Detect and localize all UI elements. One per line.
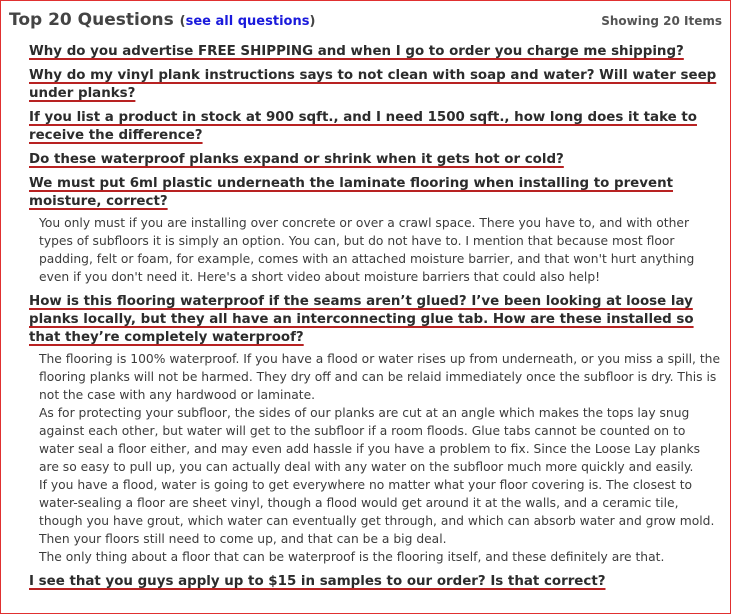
answer-paragraph: The only thing about a floor that can be waterproof is the flooring itself, and these definitely are that. [39, 550, 665, 564]
question-link[interactable]: If you list a product in stock at 900 sqft., and I need 1500 sqft., how long does it take to receive the difference? [29, 110, 697, 143]
question-link[interactable]: We must put 6ml plastic underneath the laminate flooring when installing to prevent moisture, correct? [29, 176, 674, 209]
questions-header [9, 10, 722, 34]
answer-text [39, 350, 723, 566]
close-paren: ) [309, 14, 316, 29]
question-link[interactable]: I see that you guys apply up to $15 in samples to our order? Is that correct? [29, 574, 606, 589]
section-title [9, 10, 315, 30]
open-paren: ( [179, 14, 186, 29]
answer-paragraph: If you have a flood, water is going to get everywhere no matter what your floor covering is. The closest to water-sealing a floor are sheet vinyl, though a flood would get around it at the walls, and a ceramic tile, though you have grout, which water can eventually get through, and which can absorb water and grow mold. Then your floors still need to come up, and that can be a big deal. [39, 478, 715, 546]
question-list [29, 43, 723, 597]
question-link[interactable]: How is this flooring waterproof if the seams aren’t glued? I’ve been looking at loose lay planks locally, but they all have an interconnecting glue tab. How are these installed so that they’re completely waterproof? [29, 294, 694, 345]
answer-paragraph: As for protecting your subfloor, the sides of our planks are cut at an angle which makes the tops lay snug against each other, but water will get to the subfloor if a room floods. Glue tabs cannot be counted on to water seal a floor either, and may even add hassle if you have a problem to fix. Since the Loose Lay planks are so easy to pull up, you can actually deal with any water on the subfloor much more quickly and easily. [39, 406, 701, 474]
question-link[interactable]: Do these waterproof planks expand or shrink when it gets hot or cold? [29, 152, 564, 167]
question-link[interactable]: Why do you advertise FREE SHIPPING and when I go to order you charge me shipping? [29, 44, 684, 59]
showing-count: Showing 20 Items [601, 14, 722, 28]
question-link[interactable]: Why do my vinyl plank instructions says to not clean with soap and water? Will water seep under planks? [29, 68, 717, 101]
see-all-questions-link[interactable]: see all questions [185, 14, 310, 29]
answer-text [39, 214, 723, 286]
answer-paragraph: The flooring is 100% waterproof. If you have a flood or water rises up from underneath, or you miss a spill, the flooring planks will not be harmed. They dry off and can be relaid immediately once the subfloor is dry. This is not the case with any hardwood or laminate. [39, 352, 721, 402]
title-text: Top 20 Questions [9, 10, 174, 30]
answer-paragraph: You only must if you are installing over concrete or over a crawl space. There you have to, and with other types of subfloors it is simply an option. You can, but do not have to. I mention that because most floor padding, felt or foam, for example, comes with an attached moisture barrier, and that won't hurt anything even if you don't need it. Here's a short video about moisture barriers that could also help! [39, 216, 695, 284]
